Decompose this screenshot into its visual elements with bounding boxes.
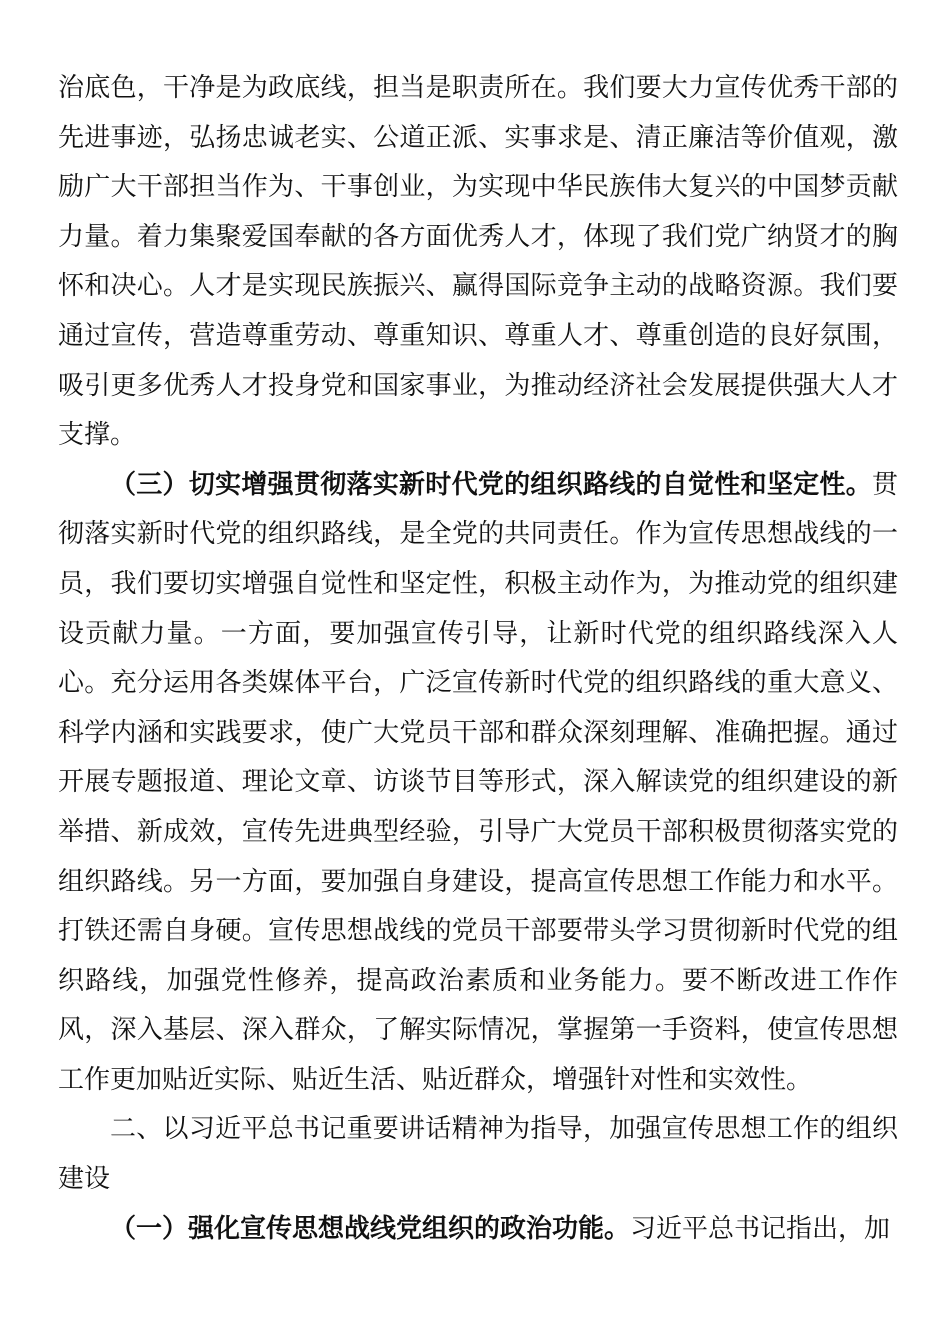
paragraph-1: 治底色，干净是为政底线，担当是职责所在。我们要大力宣传优秀干部的先进事迹，弘扬忠诚老实、公道正派、实事求是、清正廉洁等价值观，激励广大干部担当作为、干事创业，为实现中华民族伟大复兴的中国梦贡献力量。着力集聚爱国奉献的各方面优秀人才，体现了我们党广纳贤才的胸怀和决心。人才是实现民族振兴、赢得国际竞争主动的战略资源。我们要通过宣传，营造尊重劳动、尊重知识、尊重人才、尊重创造的良好氛围，吸引更多优秀人才投身党和国家事业，为推动经济社会发展提供强大人才支撑。 xyxy=(58,73,898,451)
paragraph-section-3 xyxy=(58,461,898,1106)
chapter-2-heading: 二、以习近平总书记重要讲话精神为指导，加强宣传思想工作的组织建设 xyxy=(58,1114,898,1195)
section-3-body: 贯彻落实新时代党的组织路线，是全党的共同责任。作为宣传思想战线的一员，我们要切实增强自觉性和坚定性，积极主动作为，为推动党的组织建设贡献力量。一方面，要加强宣传引导，让新时代党的组织路线深入人心。充分运用各类媒体平台，广泛宣传新时代党的组织路线的重大意义、科学内涵和实践要求，使广大党员干部和群众深刻理解、准确把握。通过开展专题报道、理论文章、访谈节目等形式，深入解读党的组织建设的新举措、新成效，宣传先进典型经验，引导广大党员干部积极贯彻落实党的组织路线。另一方面，要加强自身建设，提高宣传思想工作能力和水平。打铁还需自身硬。宣传思想战线的党员干部要带头学习贯彻新时代党的组织路线，加强党性修养，提高政治素质和业务能力。要不断改进工作作风，深入基层、深入群众，了解实际情况，掌握第一手资料，使宣传思想工作更加贴近实际、贴近生活、贴近群众，增强针对性和实效性。 xyxy=(58,469,898,1095)
document-page xyxy=(58,64,898,1254)
subsection-1-body: 习近平总书记指出，加 xyxy=(630,1213,891,1244)
section-3-heading: （三）切实增强贯彻落实新时代党的组织路线的自觉性和坚定性。 xyxy=(110,469,872,500)
paragraph-subsection-1 xyxy=(58,1205,898,1255)
subsection-1-heading: （一）强化宣传思想战线党组织的政治功能。 xyxy=(110,1213,631,1244)
